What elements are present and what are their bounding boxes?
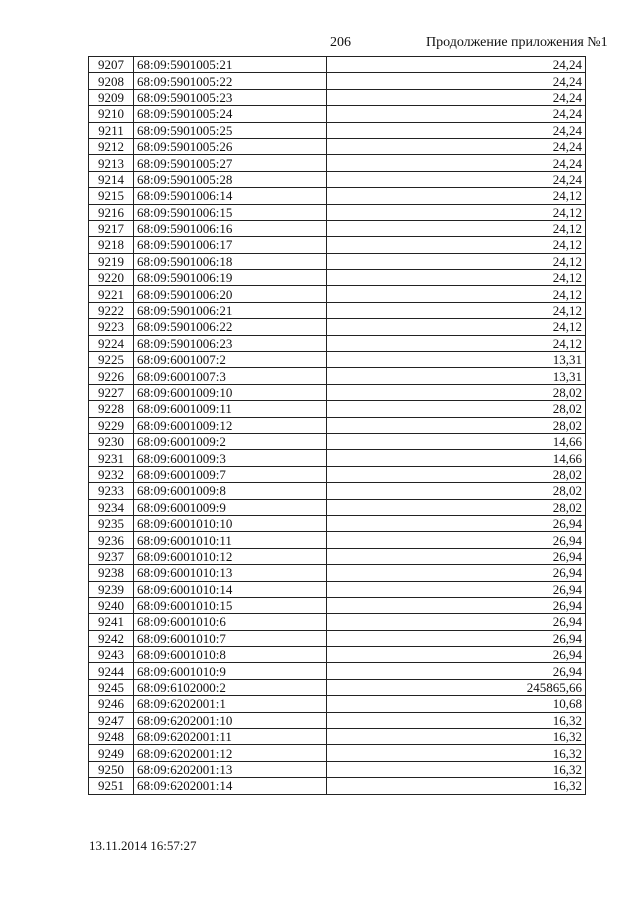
- cadastral-number-cell: 68:09:5901005:22: [134, 73, 327, 89]
- cadastral-number-cell: 68:09:6202001:12: [134, 745, 327, 761]
- value-cell: 28,02: [327, 483, 586, 499]
- cadastral-number-cell: 68:09:5901006:22: [134, 319, 327, 335]
- row-number-cell: 9240: [89, 597, 134, 613]
- cadastral-number-cell: 68:09:6001010:8: [134, 647, 327, 663]
- cadastral-number-cell: 68:09:6001009:2: [134, 433, 327, 449]
- cadastral-number-cell: 68:09:6001009:11: [134, 401, 327, 417]
- table-row: [89, 122, 586, 138]
- table-row: [89, 778, 586, 794]
- value-cell: 26,94: [327, 647, 586, 663]
- value-cell: 24,12: [327, 270, 586, 286]
- value-cell: 24,24: [327, 57, 586, 73]
- row-number-cell: 9212: [89, 138, 134, 154]
- table-row: [89, 532, 586, 548]
- row-number-cell: 9231: [89, 450, 134, 466]
- value-cell: 13,31: [327, 352, 586, 368]
- row-number-cell: 9221: [89, 286, 134, 302]
- cadastral-number-cell: 68:09:6001010:13: [134, 565, 327, 581]
- row-number-cell: 9248: [89, 729, 134, 745]
- cadastral-number-cell: 68:09:6102000:2: [134, 679, 327, 695]
- value-cell: 24,12: [327, 237, 586, 253]
- table-row: [89, 450, 586, 466]
- table-row: [89, 499, 586, 515]
- cadastral-number-cell: 68:09:5901005:24: [134, 106, 327, 122]
- table-row: [89, 663, 586, 679]
- value-cell: 24,24: [327, 171, 586, 187]
- value-cell: 16,32: [327, 729, 586, 745]
- value-cell: 28,02: [327, 466, 586, 482]
- cadastral-number-cell: 68:09:6001009:7: [134, 466, 327, 482]
- row-number-cell: 9234: [89, 499, 134, 515]
- cadastral-number-cell: 68:09:6202001:10: [134, 712, 327, 728]
- cadastral-number-cell: 68:09:5901006:14: [134, 188, 327, 204]
- value-cell: 24,12: [327, 188, 586, 204]
- value-cell: 26,94: [327, 532, 586, 548]
- table-row: [89, 204, 586, 220]
- value-cell: 16,32: [327, 712, 586, 728]
- row-number-cell: 9213: [89, 155, 134, 171]
- value-cell: 26,94: [327, 548, 586, 564]
- table-row: [89, 581, 586, 597]
- row-number-cell: 9211: [89, 122, 134, 138]
- value-cell: 16,32: [327, 778, 586, 794]
- cadastral-number-cell: 68:09:5901006:18: [134, 253, 327, 269]
- cadastral-number-cell: 68:09:5901005:27: [134, 155, 327, 171]
- row-number-cell: 9222: [89, 302, 134, 318]
- table-row: [89, 286, 586, 302]
- table-row: [89, 270, 586, 286]
- row-number-cell: 9250: [89, 761, 134, 777]
- table-row: [89, 433, 586, 449]
- row-number-cell: 9208: [89, 73, 134, 89]
- row-number-cell: 9239: [89, 581, 134, 597]
- cadastral-number-cell: 68:09:5901006:17: [134, 237, 327, 253]
- value-cell: 28,02: [327, 384, 586, 400]
- table-row: [89, 712, 586, 728]
- table-row: [89, 417, 586, 433]
- value-cell: 14,66: [327, 450, 586, 466]
- table-row: [89, 73, 586, 89]
- page-number: 206: [330, 35, 351, 50]
- cadastral-number-cell: 68:09:6001010:14: [134, 581, 327, 597]
- value-cell: 24,24: [327, 155, 586, 171]
- table-row: [89, 761, 586, 777]
- value-cell: 28,02: [327, 417, 586, 433]
- table-row: [89, 745, 586, 761]
- row-number-cell: 9243: [89, 647, 134, 663]
- row-number-cell: 9236: [89, 532, 134, 548]
- table-row: [89, 679, 586, 695]
- table-row: [89, 319, 586, 335]
- table-row: [89, 696, 586, 712]
- value-cell: 26,94: [327, 515, 586, 531]
- row-number-cell: 9232: [89, 466, 134, 482]
- cadastral-number-cell: 68:09:6001010:15: [134, 597, 327, 613]
- table-row: [89, 466, 586, 482]
- cadastral-number-cell: 68:09:6001007:3: [134, 368, 327, 384]
- row-number-cell: 9220: [89, 270, 134, 286]
- value-cell: 26,94: [327, 581, 586, 597]
- value-cell: 26,94: [327, 663, 586, 679]
- table-row: [89, 302, 586, 318]
- value-cell: 24,12: [327, 253, 586, 269]
- data-table: [88, 56, 586, 795]
- cadastral-number-cell: 68:09:6001009:12: [134, 417, 327, 433]
- cadastral-number-cell: 68:09:5901006:21: [134, 302, 327, 318]
- value-cell: 24,24: [327, 138, 586, 154]
- table-row: [89, 614, 586, 630]
- table-row: [89, 237, 586, 253]
- cadastral-number-cell: 68:09:6001009:3: [134, 450, 327, 466]
- table-row: [89, 647, 586, 663]
- value-cell: 24,24: [327, 89, 586, 105]
- value-cell: 26,94: [327, 565, 586, 581]
- table-row: [89, 483, 586, 499]
- value-cell: 24,12: [327, 319, 586, 335]
- row-number-cell: 9225: [89, 352, 134, 368]
- cadastral-number-cell: 68:09:6001010:10: [134, 515, 327, 531]
- cadastral-number-cell: 68:09:6001010:11: [134, 532, 327, 548]
- cadastral-number-cell: 68:09:6202001:13: [134, 761, 327, 777]
- print-timestamp: 13.11.2014 16:57:27: [89, 838, 197, 853]
- cadastral-number-cell: 68:09:5901006:20: [134, 286, 327, 302]
- value-cell: 24,24: [327, 106, 586, 122]
- cadastral-number-cell: 68:09:6001009:10: [134, 384, 327, 400]
- page-caption: Продолжение приложения №1: [426, 35, 608, 50]
- table-row: [89, 171, 586, 187]
- cadastral-number-cell: 68:09:6202001:1: [134, 696, 327, 712]
- value-cell: 28,02: [327, 499, 586, 515]
- row-number-cell: 9219: [89, 253, 134, 269]
- row-number-cell: 9229: [89, 417, 134, 433]
- row-number-cell: 9246: [89, 696, 134, 712]
- table-row: [89, 597, 586, 613]
- table-row: [89, 729, 586, 745]
- row-number-cell: 9245: [89, 679, 134, 695]
- table-row: [89, 335, 586, 351]
- value-cell: 16,32: [327, 745, 586, 761]
- table-row: [89, 548, 586, 564]
- cadastral-number-cell: 68:09:5901005:25: [134, 122, 327, 138]
- cadastral-number-cell: 68:09:6202001:11: [134, 729, 327, 745]
- row-number-cell: 9237: [89, 548, 134, 564]
- table-row: [89, 384, 586, 400]
- cadastral-number-cell: 68:09:6001010:9: [134, 663, 327, 679]
- value-cell: 28,02: [327, 401, 586, 417]
- row-number-cell: 9228: [89, 401, 134, 417]
- table-row: [89, 352, 586, 368]
- row-number-cell: 9244: [89, 663, 134, 679]
- value-cell: 24,12: [327, 302, 586, 318]
- value-cell: 14,66: [327, 433, 586, 449]
- table-row: [89, 515, 586, 531]
- table-row: [89, 188, 586, 204]
- row-number-cell: 9223: [89, 319, 134, 335]
- table-row: [89, 401, 586, 417]
- cadastral-number-cell: 68:09:6001010:6: [134, 614, 327, 630]
- cadastral-number-cell: 68:09:5901006:16: [134, 220, 327, 236]
- value-cell: 24,12: [327, 286, 586, 302]
- value-cell: 24,24: [327, 122, 586, 138]
- cadastral-number-cell: 68:09:5901005:21: [134, 57, 327, 73]
- row-number-cell: 9249: [89, 745, 134, 761]
- row-number-cell: 9209: [89, 89, 134, 105]
- row-number-cell: 9242: [89, 630, 134, 646]
- value-cell: 245865,66: [327, 679, 586, 695]
- table-row: [89, 220, 586, 236]
- value-cell: 10,68: [327, 696, 586, 712]
- cadastral-number-cell: 68:09:5901006:19: [134, 270, 327, 286]
- row-number-cell: 9210: [89, 106, 134, 122]
- table-row: [89, 57, 586, 73]
- cadastral-number-cell: 68:09:6202001:14: [134, 778, 327, 794]
- row-number-cell: 9218: [89, 237, 134, 253]
- table-row: [89, 253, 586, 269]
- value-cell: 26,94: [327, 630, 586, 646]
- value-cell: 24,12: [327, 204, 586, 220]
- cadastral-number-cell: 68:09:6001009:8: [134, 483, 327, 499]
- row-number-cell: 9238: [89, 565, 134, 581]
- row-number-cell: 9233: [89, 483, 134, 499]
- row-number-cell: 9227: [89, 384, 134, 400]
- row-number-cell: 9235: [89, 515, 134, 531]
- value-cell: 16,32: [327, 761, 586, 777]
- cadastral-number-cell: 68:09:6001010:12: [134, 548, 327, 564]
- cadastral-number-cell: 68:09:5901005:28: [134, 171, 327, 187]
- value-cell: 26,94: [327, 597, 586, 613]
- cadastral-number-cell: 68:09:5901005:26: [134, 138, 327, 154]
- row-number-cell: 9251: [89, 778, 134, 794]
- row-number-cell: 9216: [89, 204, 134, 220]
- cadastral-number-cell: 68:09:5901006:23: [134, 335, 327, 351]
- row-number-cell: 9207: [89, 57, 134, 73]
- table-row: [89, 368, 586, 384]
- value-cell: 13,31: [327, 368, 586, 384]
- row-number-cell: 9241: [89, 614, 134, 630]
- table-row: [89, 106, 586, 122]
- cadastral-number-cell: 68:09:6001009:9: [134, 499, 327, 515]
- value-cell: 24,12: [327, 335, 586, 351]
- table-row: [89, 89, 586, 105]
- row-number-cell: 9217: [89, 220, 134, 236]
- table-row: [89, 138, 586, 154]
- cadastral-number-cell: 68:09:5901006:15: [134, 204, 327, 220]
- value-cell: 24,24: [327, 73, 586, 89]
- table-row: [89, 630, 586, 646]
- table-body: [89, 57, 586, 795]
- cadastral-number-cell: 68:09:5901005:23: [134, 89, 327, 105]
- cadastral-number-cell: 68:09:6001010:7: [134, 630, 327, 646]
- row-number-cell: 9247: [89, 712, 134, 728]
- row-number-cell: 9230: [89, 433, 134, 449]
- row-number-cell: 9224: [89, 335, 134, 351]
- cadastral-number-cell: 68:09:6001007:2: [134, 352, 327, 368]
- table-row: [89, 565, 586, 581]
- value-cell: 26,94: [327, 614, 586, 630]
- row-number-cell: 9215: [89, 188, 134, 204]
- value-cell: 24,12: [327, 220, 586, 236]
- table-row: [89, 155, 586, 171]
- row-number-cell: 9226: [89, 368, 134, 384]
- row-number-cell: 9214: [89, 171, 134, 187]
